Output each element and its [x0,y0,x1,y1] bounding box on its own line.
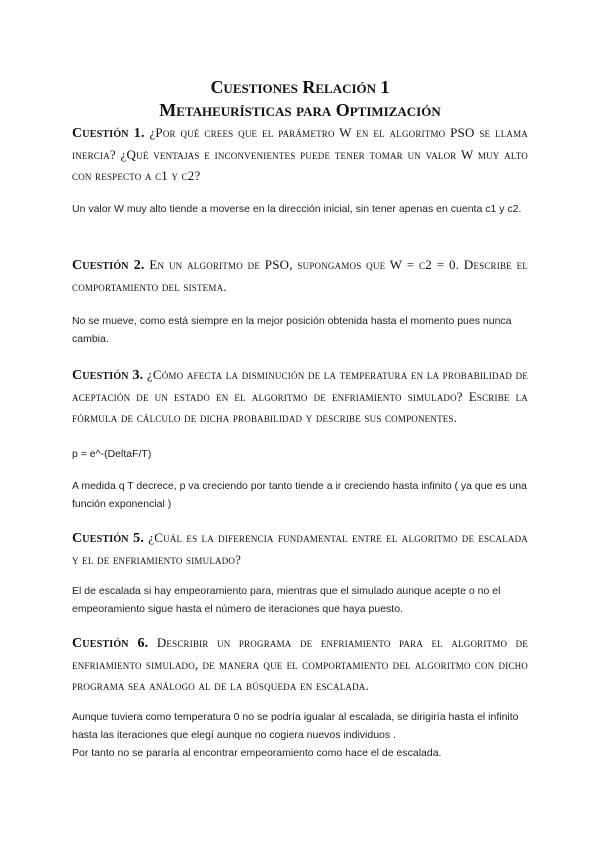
question-2-text: En un algoritmo de PSO, supongamos que W = c2 = 0. Describe el comportamiento del sistema. [72,257,528,294]
answer-5: El de escalada si hay empeoramiento para, mientras que el simulado aunque acepte o no el empeoramiento sigue hasta el número de iteraciones que haya puesto. [72,585,501,615]
question-2 [72,254,528,297]
formula-3: p = e^-(DeltaF/T) [72,448,152,460]
answer-2: No se mueve, como está siempre en la mejor posición obtenida hasta el momento pues nunca cambia. [72,315,512,345]
question-5-text: ¿Cuál es la diferencia fundamental entre el algoritmo de escalada y el de enfriamiento simulado? [72,530,528,567]
answer-1: Un valor W muy alto tiende a moverse en la dirección inicial, sin tener apenas en cuenta c1 y c2. [72,203,522,215]
question-3-label: Cuestión 3. [72,368,144,383]
document-title-line-1: Cuestiones Relación 1 [210,77,390,97]
question-3-text: ¿Cómo afecta la disminución de la temperatura en la probabilidad de aceptación de un estado en el algoritmo de enfriamiento simulado? Escribe la fórmula de cálculo de dicha probabilidad y describe sus componentes. [72,367,528,425]
answer-3: A medida q T decrece, p va creciendo por tanto tiende a ir creciendo hasta infinito ( ya que es una función exponencial ) [72,480,527,510]
answer-6-paragraph-2: Por tanto no se pararía al encontrar empeoramiento como hace el de escalada. [72,747,442,759]
answer-6-paragraph-1: Aunque tuviera como temperatura 0 no se podría igualar al escalada, se dirigiría hasta el infinito hasta las iteraciones que elegí aunque no cogiera nuevos individuos . [72,711,519,741]
answer-6 [72,708,532,762]
question-5-label: Cuestión 5. [72,531,145,546]
question-5 [72,527,528,570]
document-title-line-2: Metaheurísticas para Optimización [159,100,441,120]
question-6-label: Cuestión 6. [72,636,149,651]
question-1-label: Cuestión 1. [72,126,145,141]
question-6-text: Describir un programa de enfriamiento para el algoritmo de enfriamiento simulado, de manera que el comportamiento del algoritmo con dicho programa sea análogo al de la búsqueda en escalada. [72,635,529,693]
question-1 [72,122,528,186]
question-2-label: Cuestión 2. [72,258,145,273]
question-1-text: ¿Por qué crees que el parámetro W en el algoritmo PSO se llama inercia? ¿Qué ventajas e inconvenientes puede tener tomar un valor W muy alto con respecto a c1 y c2? [72,125,529,183]
question-6 [72,632,528,696]
question-3 [72,364,528,428]
